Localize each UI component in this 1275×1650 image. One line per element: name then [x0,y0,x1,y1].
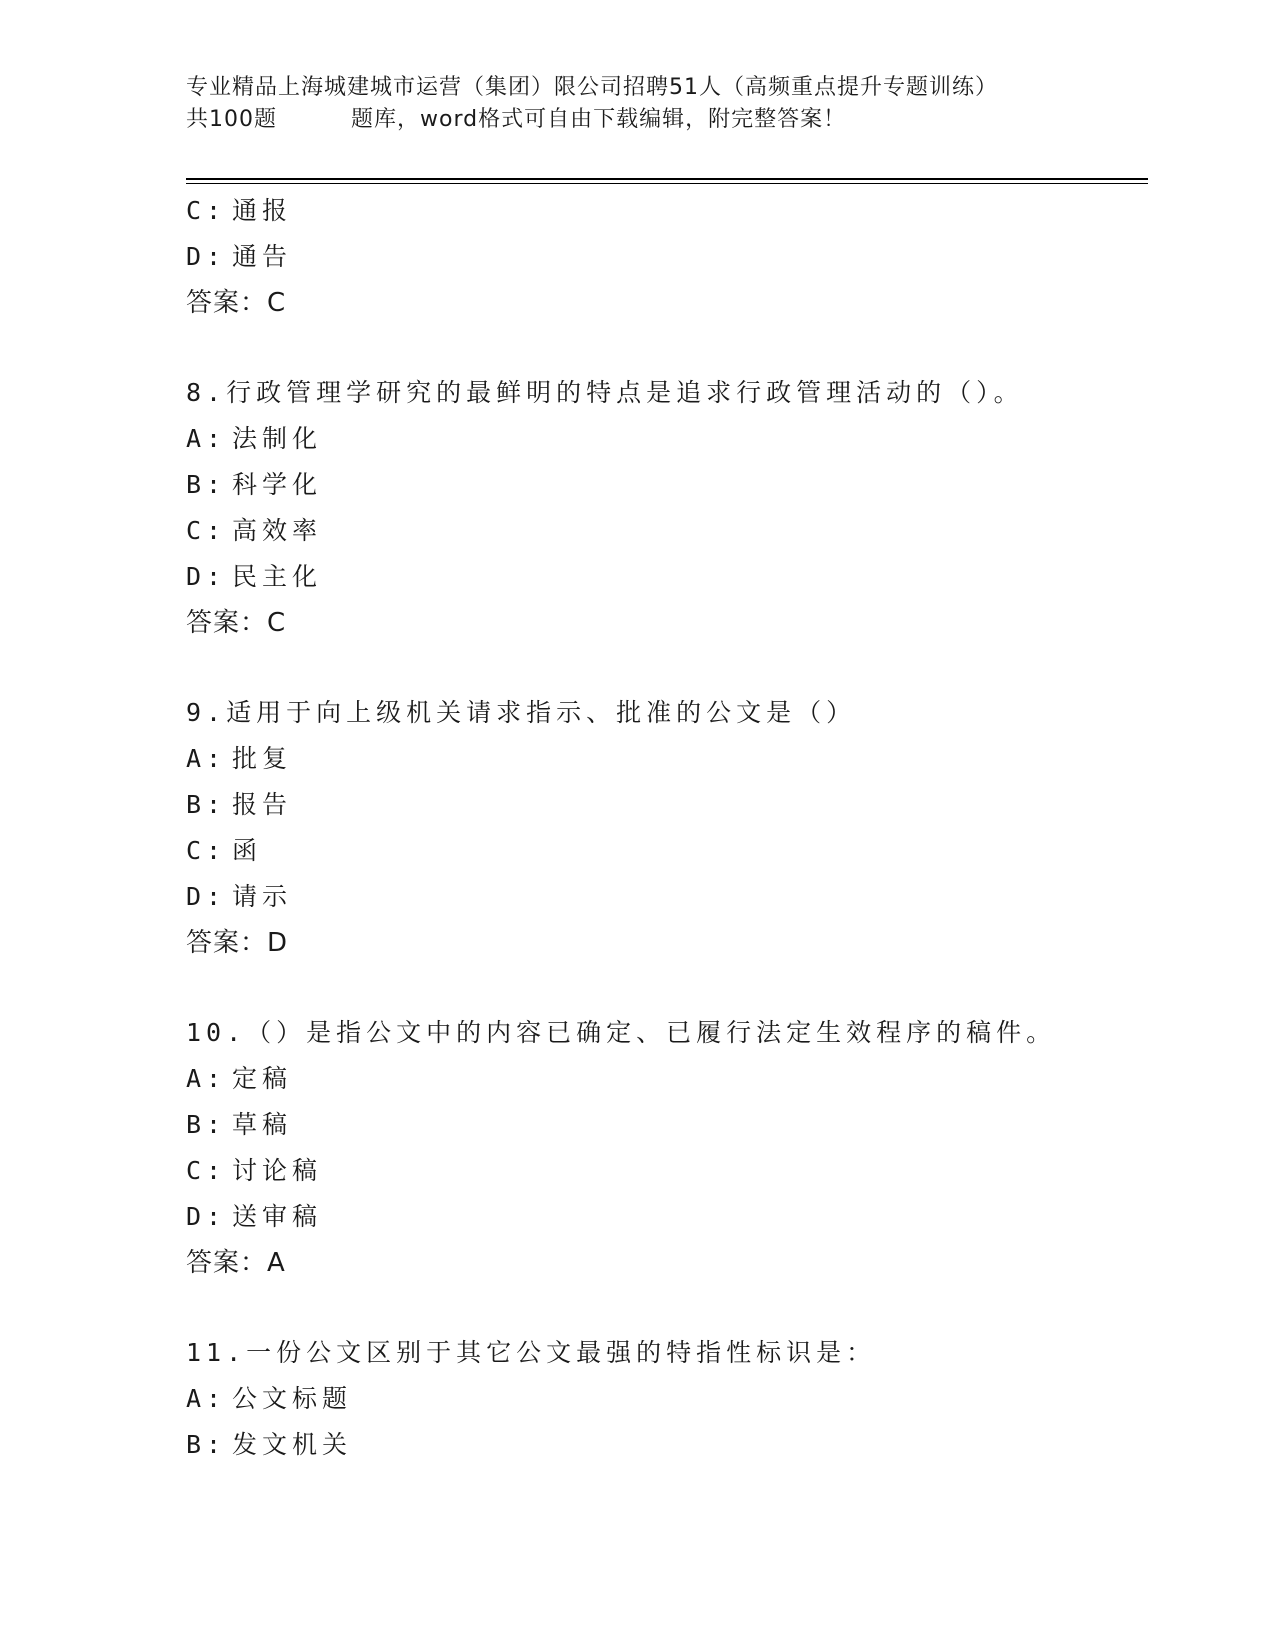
header-description: 题库，word格式可自由下载编辑，附完整答案！ [351,107,847,132]
option-c: C: 高效率 [186,516,323,545]
option-b: B: 发文机关 [186,1430,353,1459]
answer: 答案：A [186,1248,286,1278]
option-c: C: 函 [186,836,263,865]
question-11 [186,1330,1146,1468]
option-a: A: 法制化 [186,424,323,453]
question-8 [186,370,1146,646]
answer: 答案：C [186,288,287,318]
option-d: D: 通告 [186,242,293,271]
header-title-line1: 专业精品上海城建城市运营（集团）限公司招聘51人（高频重点提升专题训练） [186,75,998,100]
document-body [186,188,1146,1468]
question-10 [186,1010,1146,1286]
option-a: A: 批复 [186,744,293,773]
header-divider-thin [186,183,1148,184]
option-d: D: 请示 [186,882,293,911]
option-d: D: 送审稿 [186,1202,323,1231]
document-header [186,72,1146,136]
header-divider-thick [186,178,1148,180]
header-title-line2 [186,104,1146,136]
option-b: B: 草稿 [186,1110,293,1139]
answer: 答案：C [186,608,287,638]
option-a: A: 公文标题 [186,1384,353,1413]
option-a: A: 定稿 [186,1064,293,1093]
question-stem: 8.行政管理学研究的最鲜明的特点是追求行政管理活动的（）。 [186,378,1024,407]
option-c: C: 讨论稿 [186,1156,323,1185]
question-stem: 10.（）是指公文中的内容已确定、已履行法定生效程序的稿件。 [186,1018,1057,1047]
question-stem: 11.一份公文区别于其它公文最强的特指性标识是： [186,1338,877,1367]
question-9 [186,690,1146,966]
header-question-count: 共100题 [186,107,277,132]
option-c: C: 通报 [186,196,293,225]
option-d: D: 民主化 [186,562,323,591]
answer: 答案：D [186,928,289,958]
question-7-continued [186,188,1146,326]
option-b: B: 科学化 [186,470,323,499]
option-b: B: 报告 [186,790,293,819]
question-stem: 9.适用于向上级机关请求指示、批准的公文是（） [186,698,857,727]
